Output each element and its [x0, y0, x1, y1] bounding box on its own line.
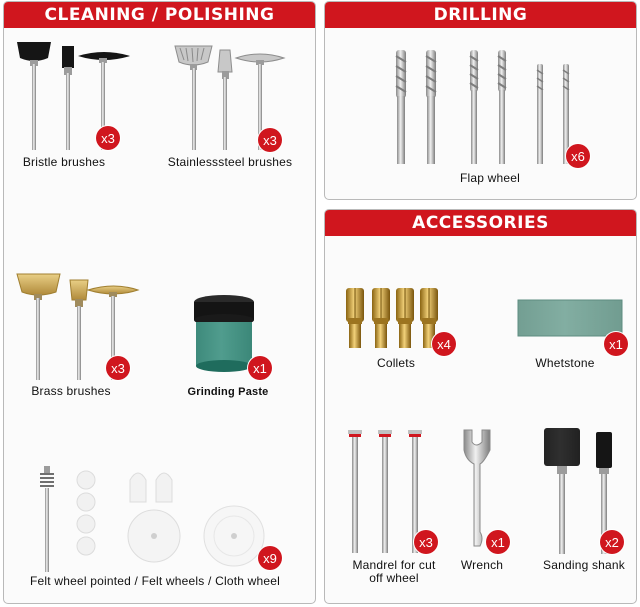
quantity-badge: x1	[248, 356, 272, 380]
flap-wheel	[392, 48, 602, 166]
wrench	[458, 428, 518, 554]
quantity-badge: x3	[414, 530, 438, 554]
collets	[344, 282, 464, 352]
sanding-shank	[540, 426, 630, 554]
felt-wheel-icon	[30, 464, 290, 572]
quantity-badge: x1	[486, 530, 510, 554]
quantity-badge: x2	[600, 530, 624, 554]
whetstone	[516, 296, 630, 352]
felt-wheels	[30, 464, 290, 572]
whetstone-label: Whetstone	[535, 356, 595, 370]
mandrel-label-line2: off wheel	[369, 571, 419, 585]
stainless-steel-brushes-label: Stainlesssteel brushes	[167, 155, 293, 169]
mandrel-label	[338, 559, 450, 585]
cleaning-polishing-title: CLEANING / POLISHING	[4, 2, 315, 28]
quantity-badge: x6	[566, 144, 590, 168]
brass-brushes-label: Brass brushes	[31, 384, 111, 398]
quantity-badge: x3	[106, 356, 130, 380]
bristle-brush-icon	[14, 40, 144, 150]
quantity-badge: x3	[258, 128, 282, 152]
quantity-badge: x3	[96, 126, 120, 150]
mandrel	[346, 428, 446, 554]
bristle-brushes-label: Bristle brushes	[22, 155, 106, 169]
mandrel-label-line1: Mandrel for cut	[352, 558, 436, 572]
quantity-badge: x4	[432, 332, 456, 356]
drilling-title: DRILLING	[325, 2, 636, 28]
flap-wheel-label: Flap wheel	[459, 171, 521, 185]
collets-label: Collets	[376, 356, 416, 370]
accessories-title: ACCESSORIES	[325, 210, 636, 236]
wrench-label: Wrench	[460, 558, 504, 572]
grinding-paste	[190, 294, 280, 380]
quantity-badge: x1	[604, 332, 628, 356]
brass-brushes	[14, 272, 144, 380]
sanding-shank-label: Sanding shank	[543, 558, 625, 572]
quantity-badge: x9	[258, 546, 282, 570]
felt-wheels-label: Felt wheel pointed / Felt wheels / Cloth wheel	[30, 574, 280, 588]
stainless-steel-brushes	[172, 44, 292, 150]
grinding-paste-label: Grinding Paste	[187, 386, 269, 398]
bristle-brushes	[14, 40, 144, 150]
